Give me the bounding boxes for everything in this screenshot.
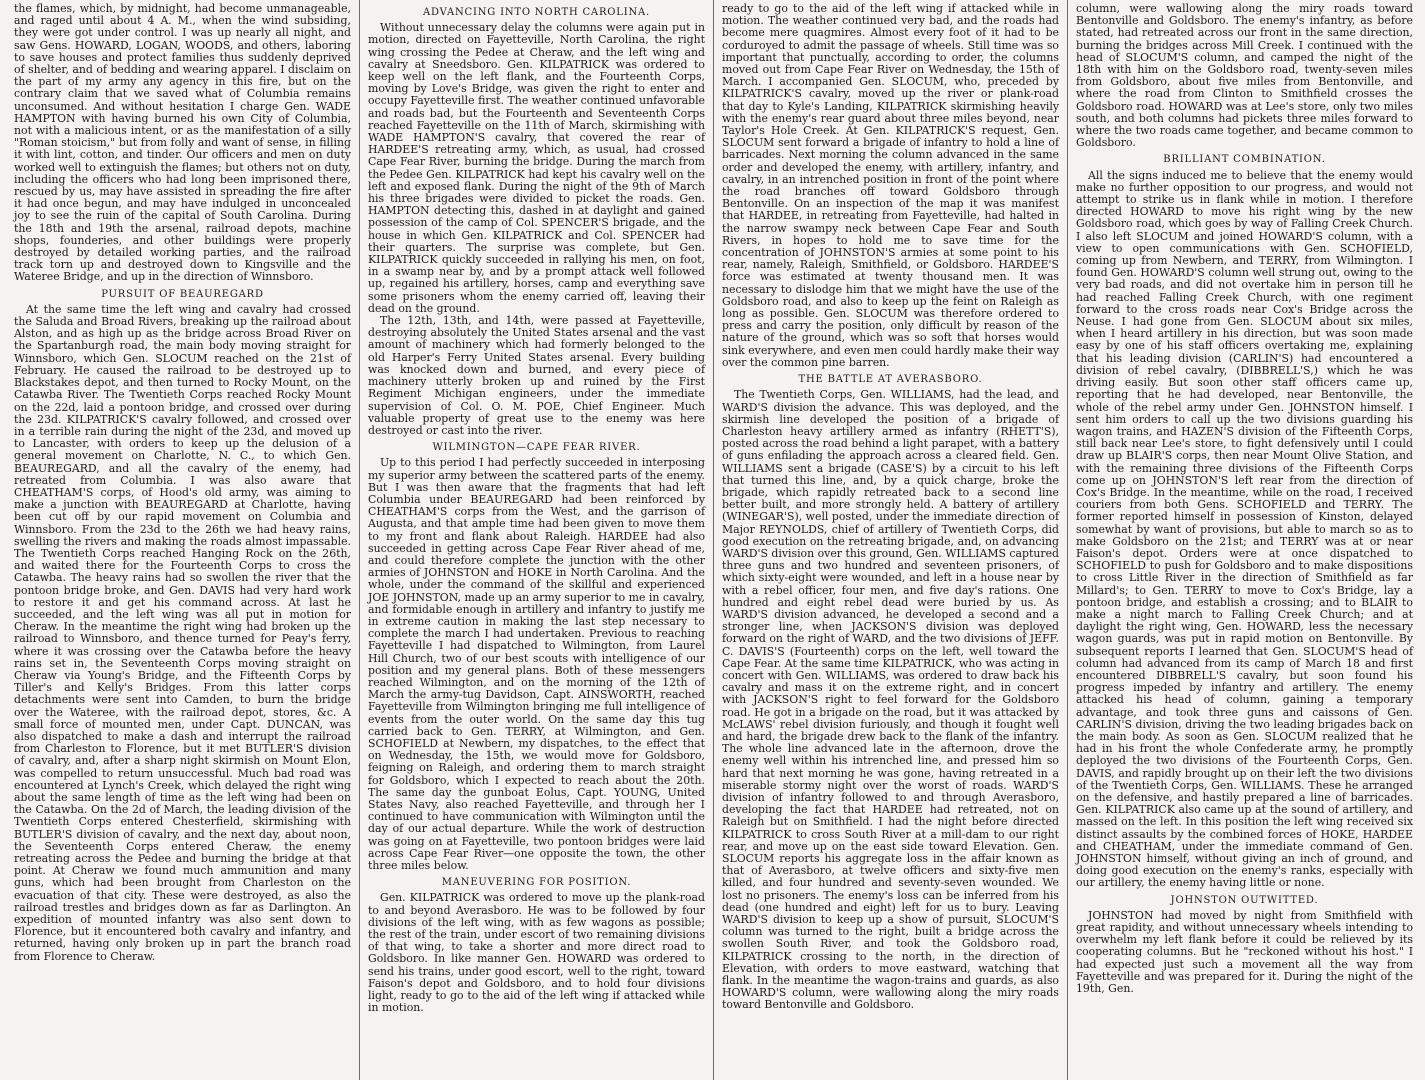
section-heading: PURSUIT OF BEAUREGARD [101,288,264,300]
section-heading: BRILLIANT COMBINATION. [1163,154,1326,166]
article-paragraph: JOHNSTON had moved by night from Smithfield with great rapidity, and without unnecessary wheels intending to overwhelm my left flank before it could be relieved by its cooperating columns. But he "reckoned without his host." I had expected just such a movement all the way from Fayetteville and was prepared for it. During the night of the 19th, Gen. [1076,908,1413,996]
section-heading: WILMINGTON—CAPE FEAR RIVER. [432,442,641,454]
section-heading: ADVANCING INTO NORTH CAROLINA. [422,7,651,18]
article-paragraph: Up to this period I had perfectly succeeded in interposing my superior army between the scattered parts of the enemy. But I was then aware that the fragments that had left Columbia under BEAUREGARD had been reinforced by CHEATHAM'S corps from the West, and the garrison of Augusta, and that ample time had been given to move them to my front and flank about Raleigh. HARDEE had also succeeded in getting across Cape Fear River ahead of me, and could therefore complete the junction with the other armies of JOHNSTON and HOKE in North Carolina. And the whole, under the command of the skillful and experienced JOE JOHNSTON, made up an army superior to me in cavalry, and formidable enough in artillery and infantry to justify me in extreme caution in making the last step necessary to complete the march I had undertaken. Previous to reaching Fayetteville I had dispatched to Wilmington, from Laurel Hill Church, two of our best scouts with intelligence of our position and my general plans. Both of these messengers reached Wilmington, and on the morning of the 12th of March the army-tug Davidson, Capt. AINSWORTH, reached Fayetteville from Wilmington bringing me full intelligence of events from the outer world. On the same day this tug carried back to Gen. TERRY, at Wilmington, and Gen. SCHOFIELD at Newbern, my dispatches, to the effect that on Wednesday, the 15th, we would move for Goldsboro, feigning on Raleigh, and ordering them to march straight for Goldsboro, which I expected to reach about the 20th. The same day the gunboat Eolus, Capt. YOUNG, United States Navy, also reached Fayetteville, and through her I continued to have communication with Wilmington until the day of our actual departure. While the work of destruction was going on at Fayetteville, two pontoon bridges were laid across Cape Fear River—one opposite the town, the other three miles below. [368,456,705,873]
column-4 [1068,0,1421,1080]
section-heading: JOHNSTON OUTWITTED. [1170,894,1319,906]
section-heading: THE BATTLE AT AVERASBORO. [798,374,983,386]
article-paragraph: Gen. KILPATRICK was ordered to move up the plank-road to and beyond Averasboro. He was to be followed by four divisions of the left wing, with as few wagons as possible; the rest of the train, under escort of two remaining divisions of that wing, to take a shorter and more direct road to Goldsboro. In like manner Gen. HOWARD was ordered to send his trains, under good escort, well to the right, toward Faison's depot and Goldsboro, and to hold four divisions light, ready to go to the aid of the left wing if attacked while in motion. [368,891,705,1015]
article-paragraph: The Twentieth Corps, Gen. WILLIAMS, had the lead, and WARD'S division the advance. This was deployed, and the skirmish line developed the position of a brigade of Charleston heavy artillery armed as infantry (RHETT'S), posted across the road behind a light parapet, with a battery of guns enfilading the approach across a cleared field. Gen. WILLIAMS sent a brigade (CASE'S) by a circuit to his left that turned this line, and, by a quick charge, broke the brigade, which rapidly retreated back to a second line better built, and more strongly held. A battery of artillery (WINEGAR'S), well posted, under the immediate direction of Major REYNOLDS, chief of artillery of Twentieth Corps, did good execution on the retreating brigade, and, on advancing WARD'S division over this ground, Gen. WILLIAMS captured three guns and two hundred and seventeen prisoners, of which sixty-eight were wounded, and left in a house near by with a rebel officer, four men, and five day's rations. One hundred and eight rebel dead were buried by us. As WARD'S division advanced, he developed a second and a stronger line, when JACKSON'S division was deployed forward on the right of WARD, and the two divisions of JEFF. C. DAVIS'S (Fourteenth) corps on the left, well toward the Cape Fear. At the same time KILPATRICK, who was acting in concert with Gen. WILLIAMS, was ordered to draw back his cavalry and mass it on the extreme right, and in concert with JACKSON'S right to feel forward for the Goldsboro road. He got in a brigade on the road, but it was attacked by McLAWS' rebel division furiously, and though it fought well and hard, the brigade drew back to the flank of the infantry. The whole line advanced late in the afternoon, drove the enemy well within his intrenched line, and pressed him so hard that next morning he was gone, having retreated in a miserable stormy night over the worst of roads. WARD'S division of infantry followed to and through Averasboro, developing the fact that HARDEE had retreated, not on Raleigh but on Smithfield. I had the night before directed KILPATRICK to cross South River at a mill-dam to our right rear, and move up on the east side toward Elevation. Gen. SLOCUM reports his aggregate loss in the affair known as that of Averasboro, at twelve officers and sixty-five men killed, and four hundred and seventy-seven wounded. We lost no prisoners. The enemy's loss can be inferred from his dead (one hundred and eight) left for us to bury. Leaving WARD'S division to keep up a show of pursuit, SLOCUM'S column was turned to the right, built a bridge across the swollen South River, and took the Goldsboro road, KILPATRICK crossing to the north, in the direction of Elevation, with orders to move eastward, watching that flank. In the meantime the wagon-trains and guards, as also HOWARD'S column, were wallowing along the miry roads toward Bentonville and Goldsboro. [722,388,1059,1012]
column-2 [360,0,714,1080]
article-paragraph: ready to go to the aid of the left wing if attacked while in motion. The weather continued very bad, and the roads had become mere quagmires. Almost every foot of it had to be corduroyed to admit the passage of wheels. Still time was so important that punctually, according to order, the columns moved out from Cape Fear River on Wednesday, the 15th of March. I accompanied Gen. SLOCUM, who, preceded by KILPATRICK'S cavalry, moved up the river or plank-road that day to Kyle's Landing, KILPATRICK skirmishing heavily with the enemy's rear guard about three miles beyond, near Taylor's Hole Creek. At Gen. KILPATRICK'S request, Gen. SLOCUM sent forward a brigade of infantry to hold a line of barricades. Next morning the column advanced in the same order and developed the enemy, with artillery, infantry, and cavalry, in an intrenched position in front of the point where the road branches off toward Goldsboro through Bentonville. On an inspection of the map it was manifest that HARDEE, in retreating from Fayetteville, had halted in the narrow swampy neck between Cape Fear and South Rivers, in hopes to hold me to save time for the concentration of JOHNSTON'S armies at some point to his rear, namely, Raleigh, Smithfield, or Goldsboro. HARDEE'S force was estimated at twenty thousand men. It was necessary to dislodge him that we might have the use of the Goldsboro road, and also to keep up the feint on Raleigh as long as possible. Gen. SLOCUM was therefore ordered to press and carry the position, only difficult by reason of the nature of the ground, which was so soft that horses would sink everywhere, and even men could hardly make their way over the common pine barren. [722,2,1059,369]
article-paragraph: the flames, which, by midnight, had become unmanageable, and raged until about 4 A. M., when the wind subsiding, they were got under control. I was up nearly all night, and saw Gens. HOWARD, LOGAN, WOODS, and others, laboring to save houses and protect families thus suddenly deprived of shelter, and of bedding and wearing apparel. I disclaim on the part of my army any agency in this fire, but on the contrary claim that we saved what of Columbia remains unconsumed. And without hesitation I charge Gen. WADE HAMPTON with having burned his own City of Columbia, not with a malicious intent, or as the manifestation of a silly "Roman stoicism," but from folly and want of sense, in filling it with lint, cotton, and tinder. Our officers and men on duty worked well to extinguish the flames; but others not on duty, including the officers who had long been imprisoned there, rescued by us, may have assisted in spreading the fire after it had once begun, and may have indulged in unconcealed joy to see the ruin of the capital of South Carolina. During the 18th and 19th the arsenal, railroad depots, machine shops, founderies, and other buildings were properly destroyed by detailed working parties, and the railroad track torn up and destroyed down to Kingsville and the Wateree Bridge, and up in the direction of Winnsboro. [14,2,351,284]
article-paragraph: Without unnecessary delay the columns were again put in motion, directed on Fayetteville, North Carolina, the right wing crossing the Pedee at Cheraw, and the left wing and cavalry at Sneedsboro. Gen. KILPATRICK was ordered to keep well on the left flank, and the Fourteenth Corps, moving by Love's Bridge, was given the right to enter and occupy Fayetteville first. The weather continued unfavorable and roads bad, but the Fourteenth and Seventeenth Corps reached Fayetteville on the 11th of March, skirmishing with WADE HAMPTON'S cavalry, that covered the rear of HARDEE'S retreating army, which, as usual, had crossed Cape Fear River, burning the bridge. During the march from the Pedee Gen. KILPATRICK had kept his cavalry well on the left and exposed flank. During the night of the 9th of March his three brigades were divided to picket the roads. Gen. HAMPTON detecting this, dashed in at daylight and gained possession of the camp of Col. SPENCER'S brigade, and the house in which Gen. KILPATRICK and Col. SPENCER had their quarters. The surprise was complete, but Gen. KILPATRICK quickly succeeded in rallying his men, on foot, in a swamp near by, and by a prompt attack well followed up, regained his artillery, horses, camp and everything save some prisoners whom the enemy carried off, leaving their dead on the ground. [368,21,705,315]
column-1 [6,0,360,1080]
article-paragraph: column, were wallowing along the miry roads toward Bentonville and Goldsboro. The enemy's infantry, as before stated, had retreated across our front in the same direction, burning the bridges across Mill Creek. I continued with the head of SLOCUM'S column, and camped the night of the 18th with him on the Goldsboro road, twenty-seven miles from Goldsboro, about five miles from Bentonville, and where the road from Clinton to Smithfield crosses the Goldsboro road. HOWARD was at Lee's store, only two miles south, and both columns had pickets three miles forward to where the two roads came together, and became common to Goldsboro. [1076,2,1413,150]
section-heading: MANEUVERING FOR POSITION. [441,877,632,889]
article-paragraph: The 12th, 13th, and 14th, were passed at Fayetteville, destroying absolutely the United States arsenal and the vast amount of machinery which had formerly belonged to the old Harper's Ferry United States arsenal. Every building was knocked down and burned, and every piece of machinery utterly broken up and ruined by the First Regiment Michigan engineers, under the immediate supervision of Col. O. M. POE, Chief Engineer. Much valuable property of great use to the enemy was here destroyed or cast into the river. [368,314,705,437]
article-paragraph: At the same time the left wing and cavalry had crossed the Saluda and Broad Rivers, breaking up the railroad about Alston, and as high up as the bridge across Broad River on the Spartanburgh road, the main body moving straight for Winnsboro, which Gen. SLOCUM reached on the 21st of February. He caused the railroad to be destroyed up to Blackstakes depot, and then turned to Rocky Mount, on the Catawba River. The Twentieth Corps reached Rocky Mount on the 22d, laid a pontoon bridge, and crossed over during the 23d. KILPATRICK'S cavalry followed, and crossed over in a terrible rain during the night of the 23d, and moved up to Lancaster, with orders to keep up the delusion of a general movement on Charlotte, N. C., to which Gen. BEAUREGARD, and all the cavalry of the enemy, had retreated from Columbia. I was also aware that CHEATHAM'S corps, of Hood's old army, was aiming to make a junction with BEAUREGARD at Charlotte, having been cut off by our rapid movement on Columbia and Winnsboro. From the 23d to the 26th we had heavy rains, swelling the rivers and making the roads almost impassable. The Twentieth Corps reached Hanging Rock on the 26th, and waited there for the Fourteenth Corps to cross the Catawba. The heavy rains had so swollen the river that the pontoon bridge broke, and Gen. DAVIS had very hard work to restore it and get his command across. At last he succeeded, and the left wing was all put in motion for Cheraw. In the meantime the right wing had broken up the railroad to Winnsboro, and thence turned for Peay's ferry, where it was crossing over the Catawba before the heavy rains set in, the Seventeenth Corps moving straight on Cheraw via Young's Bridge, and the Fifteenth Corps by Tiller's and Kelly's Bridges. From this latter corps detachments were sent into Camden, to burn the bridge over the Wateree, with the railroad depot, stores, &c. A small force of mounted men, under Capt. DUNCAN, was also dispatched to make a dash and interrupt the railroad from Charleston to Florence, but it met BUTLER'S division of cavalry, and, after a sharp night skirmish on Mount Elon, was compelled to return unsuccessful. Much bad road was encountered at Lynch's Creek, which delayed the right wing about the same length of time as the left wing had been on the Catawba. On the 2d of March, the leading division of the Twentieth Corps entered Chesterfield, skirmishing with BUTLER'S division of cavalry, and the next day, about noon, the Seventeenth Corps entered Cheraw, the enemy retreating across the Pedee and burning the bridge at that point. At Cheraw we found much ammunition and many guns, which had been brought from Charleston on the evacuation of that city. These were destroyed, as also the railroad trestles and bridges down as far as Darlington. An expedition of mounted infantry was also sent down to Florence, but it encountered both cavalry and infantry, and returned, having only broken up in part the branch road from Florence to Cheraw. [14,302,351,963]
column-3 [714,0,1068,1080]
article-paragraph: All the signs induced me to believe that the enemy would make no further opposition to our progress, and would not attempt to strike us in flank while in motion. I therefore directed HOWARD to move his right wing by the new Goldsboro road, which goes by way of Falling Creek Church. I also left SLOCUM and joined HOWARD'S column, with a view to open communications with Gen. SCHOFIELD, coming up from Newbern, and TERRY, from Wilmington. I found Gen. HOWARD'S column well strung out, owing to the very bad roads, and did not overtake him in person till he had reached Falling Creek Church, with one regiment forward to the cross roads near Cox's Bridge across the Neuse. I had gone from Gen. SLOCUM about six miles, when I heard artillery in his direction, but was soon made easy by one of his staff officers overtaking me, explaining that his leading division (CARLIN'S) had encountered a division of rebel cavalry, (DIBBRELL'S,) which he was driving easily. But soon other staff officers came up, reporting that he had developed, near Bentonville, the whole of the rebel army under Gen. JOHNSTON himself. I sent him orders to call up the two divisions guarding his wagon trains, and HAZEN'S division of the Fifteenth Corps, still back near Lee's store, to fight defensively until I could draw up BLAIR'S corps, then near Mount Olive Station, and with the remaining three divisions of the Fifteenth Corps come up on JOHNSTON'S left rear from the direction of Cox's Bridge. In the meantime, while on the road, I received couriers from both Gens. SCHOFIELD and TERRY. The former reported himself in possession of Kinston, delayed somewhat by want of provisions, but able to march so as to make Goldsboro on the 21st; and TERRY was at or near Faison's depot. Orders were at once dispatched to SCHOFIELD to push for Goldsboro and to make dispositions to cross Little River in the direction of Smithfield as far Millard's; to Gen. TERRY to move to Cox's Bridge, lay a pontoon bridge, and establish a crossing; and to BLAIR to make a night march to Falling Creek Church; and at daylight the right wing, Gen. HOWARD, less the necessary wagon guards, was put in rapid motion on Bentonville. By subsequent reports I learned that Gen. SLOCUM'S head of column had advanced from its camp of March 18 and first encountered DIBBRELL'S cavalry, but soon found his progress impeded by infantry and artillery. The enemy attacked his head of column, gaining a temporary advantage, and took three guns and caissons of Gen. CARLIN'S division, driving the two leading brigades back on the main body. As soon as Gen. SLOCUM realized that he had in his front the whole Confederate army, he promptly deployed the two divisions of the Fourteenth Corps, Gen. DAVIS, and rapidly brought up on their left the two divisions of the Twentieth Corps, Gen. WILLIAMS. These he arranged on the defensive, and hastily prepared a line of barricades. Gen. KILPATRICK also came up at the sound of artillery, and massed on the left. In this position the left wing received six distinct assaults by the combined forces of HOKE, HARDEE and CHEATHAM, under the immediate command of Gen. JOHNSTON himself, without giving an inch of ground, and doing good execution on the enemy's ranks, especially with our artillery, the enemy having little or none. [1076,168,1413,890]
